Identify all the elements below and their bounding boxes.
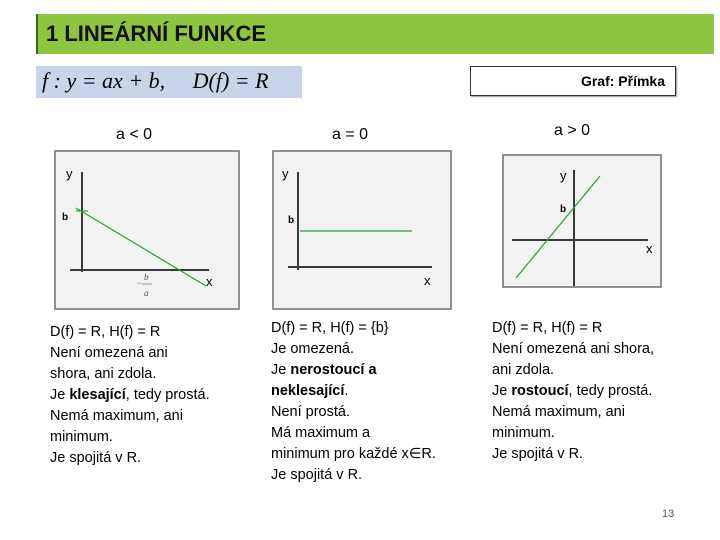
- case-header-negative: a < 0: [116, 126, 153, 143]
- case-header-zero: a = 0: [332, 126, 369, 143]
- description-text: D(f) = R, H(f) = R: [50, 324, 161, 340]
- graph-label-box: [470, 66, 676, 96]
- description-line: [492, 360, 654, 381]
- description-text: Má maximum a: [271, 425, 371, 441]
- description-text: Není prostá.: [271, 404, 350, 420]
- description-text: minimum.: [492, 425, 555, 441]
- description-line: [492, 402, 654, 423]
- description-text: Je: [50, 387, 70, 403]
- description-text: Je omezená.: [271, 341, 355, 357]
- description-line: [492, 339, 654, 360]
- description-text: Nemá maximum, ani: [50, 408, 183, 424]
- description-text: Je: [492, 383, 512, 399]
- description-line: [492, 444, 654, 465]
- description-negative: [50, 322, 210, 469]
- description-text: ani zdola.: [492, 362, 555, 378]
- formula-text: f : y = ax + b, D(f) = R: [42, 68, 269, 93]
- title-bar: [36, 14, 714, 54]
- graph-label: Graf: Přímka: [580, 73, 665, 89]
- description-zero: [271, 318, 436, 486]
- description-text: Není omezená ani: [50, 345, 168, 361]
- description-text: , tedy prostá.: [125, 387, 210, 403]
- description-emphasis: nerostoucí a: [290, 362, 377, 378]
- description-line: [271, 402, 436, 423]
- description-text: Nemá maximum, ani: [492, 404, 625, 420]
- description-text: shora, ani zdola.: [50, 366, 157, 382]
- case-header-positive: a > 0: [554, 122, 591, 139]
- graph-panel-zero: [272, 150, 452, 310]
- x-axis-label: x: [206, 274, 213, 289]
- description-text: , tedy prostá.: [568, 383, 653, 399]
- description-line: [50, 427, 210, 448]
- description-text: Je spojitá v R.: [50, 450, 142, 466]
- description-text: Není omezená ani shora,: [492, 341, 655, 357]
- description-text: .: [344, 383, 349, 399]
- y-axis-label: y: [282, 166, 289, 181]
- x-axis-label: x: [424, 273, 431, 288]
- description-text: Je spojitá v R.: [271, 467, 363, 483]
- description-line: [271, 465, 436, 486]
- description-positive: [492, 318, 654, 465]
- description-line: [271, 339, 436, 360]
- intercept-label: b: [560, 204, 567, 215]
- x-axis-label: x: [646, 241, 653, 256]
- root-numerator: b: [144, 272, 149, 282]
- description-line: [492, 381, 654, 402]
- description-line: [50, 343, 210, 364]
- description-text: minimum.: [50, 429, 113, 445]
- formula-box: [36, 66, 302, 98]
- description-line: [271, 444, 436, 465]
- description-line: [492, 318, 654, 339]
- root-denominator: a: [144, 288, 149, 298]
- y-axis-label: y: [66, 166, 73, 181]
- description-emphasis: neklesající: [271, 383, 345, 399]
- panel-background: [503, 155, 661, 287]
- description-line: [50, 448, 210, 469]
- description-line: [271, 318, 436, 339]
- description-line: [50, 385, 210, 406]
- description-line: [50, 364, 210, 385]
- description-text: Je spojitá v R.: [492, 446, 584, 462]
- y-axis-label: y: [560, 168, 567, 183]
- description-line: [492, 423, 654, 444]
- description-text: D(f) = R, H(f) = R: [492, 320, 603, 336]
- graph-panel-positive: [502, 154, 662, 288]
- description-line: [271, 360, 436, 381]
- description-emphasis: rostoucí: [511, 383, 569, 399]
- description-emphasis: klesající: [69, 387, 126, 403]
- description-line: [271, 381, 436, 402]
- root-minus: −: [136, 278, 143, 288]
- description-line: [271, 423, 436, 444]
- intercept-label: b: [288, 215, 295, 226]
- description-text: minimum pro každé x∈R.: [271, 446, 436, 462]
- description-text: Je: [271, 362, 291, 378]
- description-text: D(f) = R, H(f) = {b}: [271, 320, 389, 336]
- intercept-label: b: [62, 212, 69, 223]
- slide-title: 1 LINEÁRNÍ FUNKCE: [46, 21, 267, 46]
- page-number: 13: [662, 508, 675, 520]
- graph-panel-negative: [54, 150, 240, 310]
- description-line: [50, 322, 210, 343]
- description-line: [50, 406, 210, 427]
